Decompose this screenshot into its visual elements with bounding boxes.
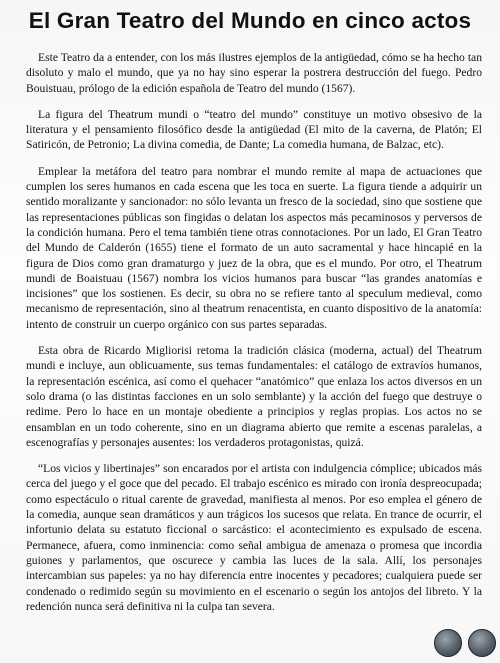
- epigraph-paragraph: Este Teatro da a entender, con los más ilustres ejemplos de la antigüedad, cómo se ha hecho tan disoluto y malo el mundo, que ya no hay sino esperar la postrera destrucción del fuego. Pedro Bouistuau, prólogo de la edición española de Teatro del mundo (1567).: [26, 51, 482, 95]
- page-title: El Gran Teatro del Mundo en cinco actos: [28, 8, 472, 33]
- seal-icon-2: [468, 629, 496, 657]
- corner-seals: [434, 629, 496, 657]
- text-body: [26, 50, 482, 625]
- body-paragraph-2: Emplear la metáfora del teatro para nombrar el mundo remite al mapa de actuaciones que cumplen los seres humanos en cada escena que les toca en suerte. La figura tiende a adquirir un sentido moralizante y sancionador: no sólo levanta un fresco de la sociedad, sino que sostiene que las representaciones públicas son fingidas o delatan los aspectos más pecaminosos y perversos de la condición humana. Pero el tema también tiene otras connotaciones. Por un lado, El Gran Teatro del Mundo de Calderón (1655) tiene el formato de un auto sacramental y hace hincapié en la figura de Dios como gran dramaturgo y juez de la obra, que es el mundo. Por otro, el Theatrum mundi de Boaistuau (1567) nombra los vicios humanos para buscar “las grandes anatomías e incisiones” que los sostienen. Es decir, su obra no se refiere tanto al speculum medieval, como mecanismo de representación, sino al theatrum renacentista, en cuanto dispositivo de la anatomía: intento de construir un cuerpo orgánico con sus partes separadas.: [26, 164, 482, 331]
- body-paragraph-4: “Los vicios y libertinajes” son encarados por el artista con indulgencia cómplice; ubicados más cerca del juego y el goce que del pecado. El trabajo escénico es mirado con ironía despreocupada; como espectáculo o ritual carente de gravedad, manifiesta al menos. Por eso emplea el género de la comedia, aunque sean dramáticos y aun trágicos los sucesos que relata. En trance de ocurrir, el infortunio delata su estatuto ficcional o sarcástico: el acontecimiento es expulsado de escena. Permanece, afuera, como inminencia: como señal ambigua de amenaza o promesa que incordia guiones y parlamentos, que oscurece y cambia las luces de la sala. Allí, los personajes intercambian sus papeles: ya no hay diferencia entre inocentes y pecadores; cualquiera puede ser condenado o redimido según su movimiento en el escenario o según los antojos del libreto. Y la redención nunca será definitiva ni la culpa tan severa.: [26, 462, 482, 613]
- seal-icon-1: [434, 629, 462, 657]
- body-paragraph-3: Esta obra de Ricardo Migliorisi retoma la tradición clásica (moderna, actual) del Theatrum mundi e incluye, aun oblicuamente, sus temas fundamentales: el catálogo de extravíos humanos, la representación escénica, así como el quehacer “anatómico” que enlaza los actos diversos en un solo drama (o las distintas facciones en un solo semblante) y la acción del fuego que destruye o redime. Pero lo hace en un montaje obediente a principios y reglas propias. Los actos no se ensamblan en un todo coherente, sino en un diagrama abierto que remite a escenas paralelas, a escenografías y personajes ausentes: los verdaderos protagonistas, quizá.: [26, 344, 482, 449]
- body-paragraph-1: La figura del Theatrum mundi o “teatro del mundo” constituye un motivo obsesivo de la literatura y el pensamiento filosófico desde la antigüedad (El mito de la caverna, de Platón; El Satiricón, de Petronio; La divina comedia, de Dante; La comedia humana, de Balzac, etc).: [26, 107, 482, 152]
